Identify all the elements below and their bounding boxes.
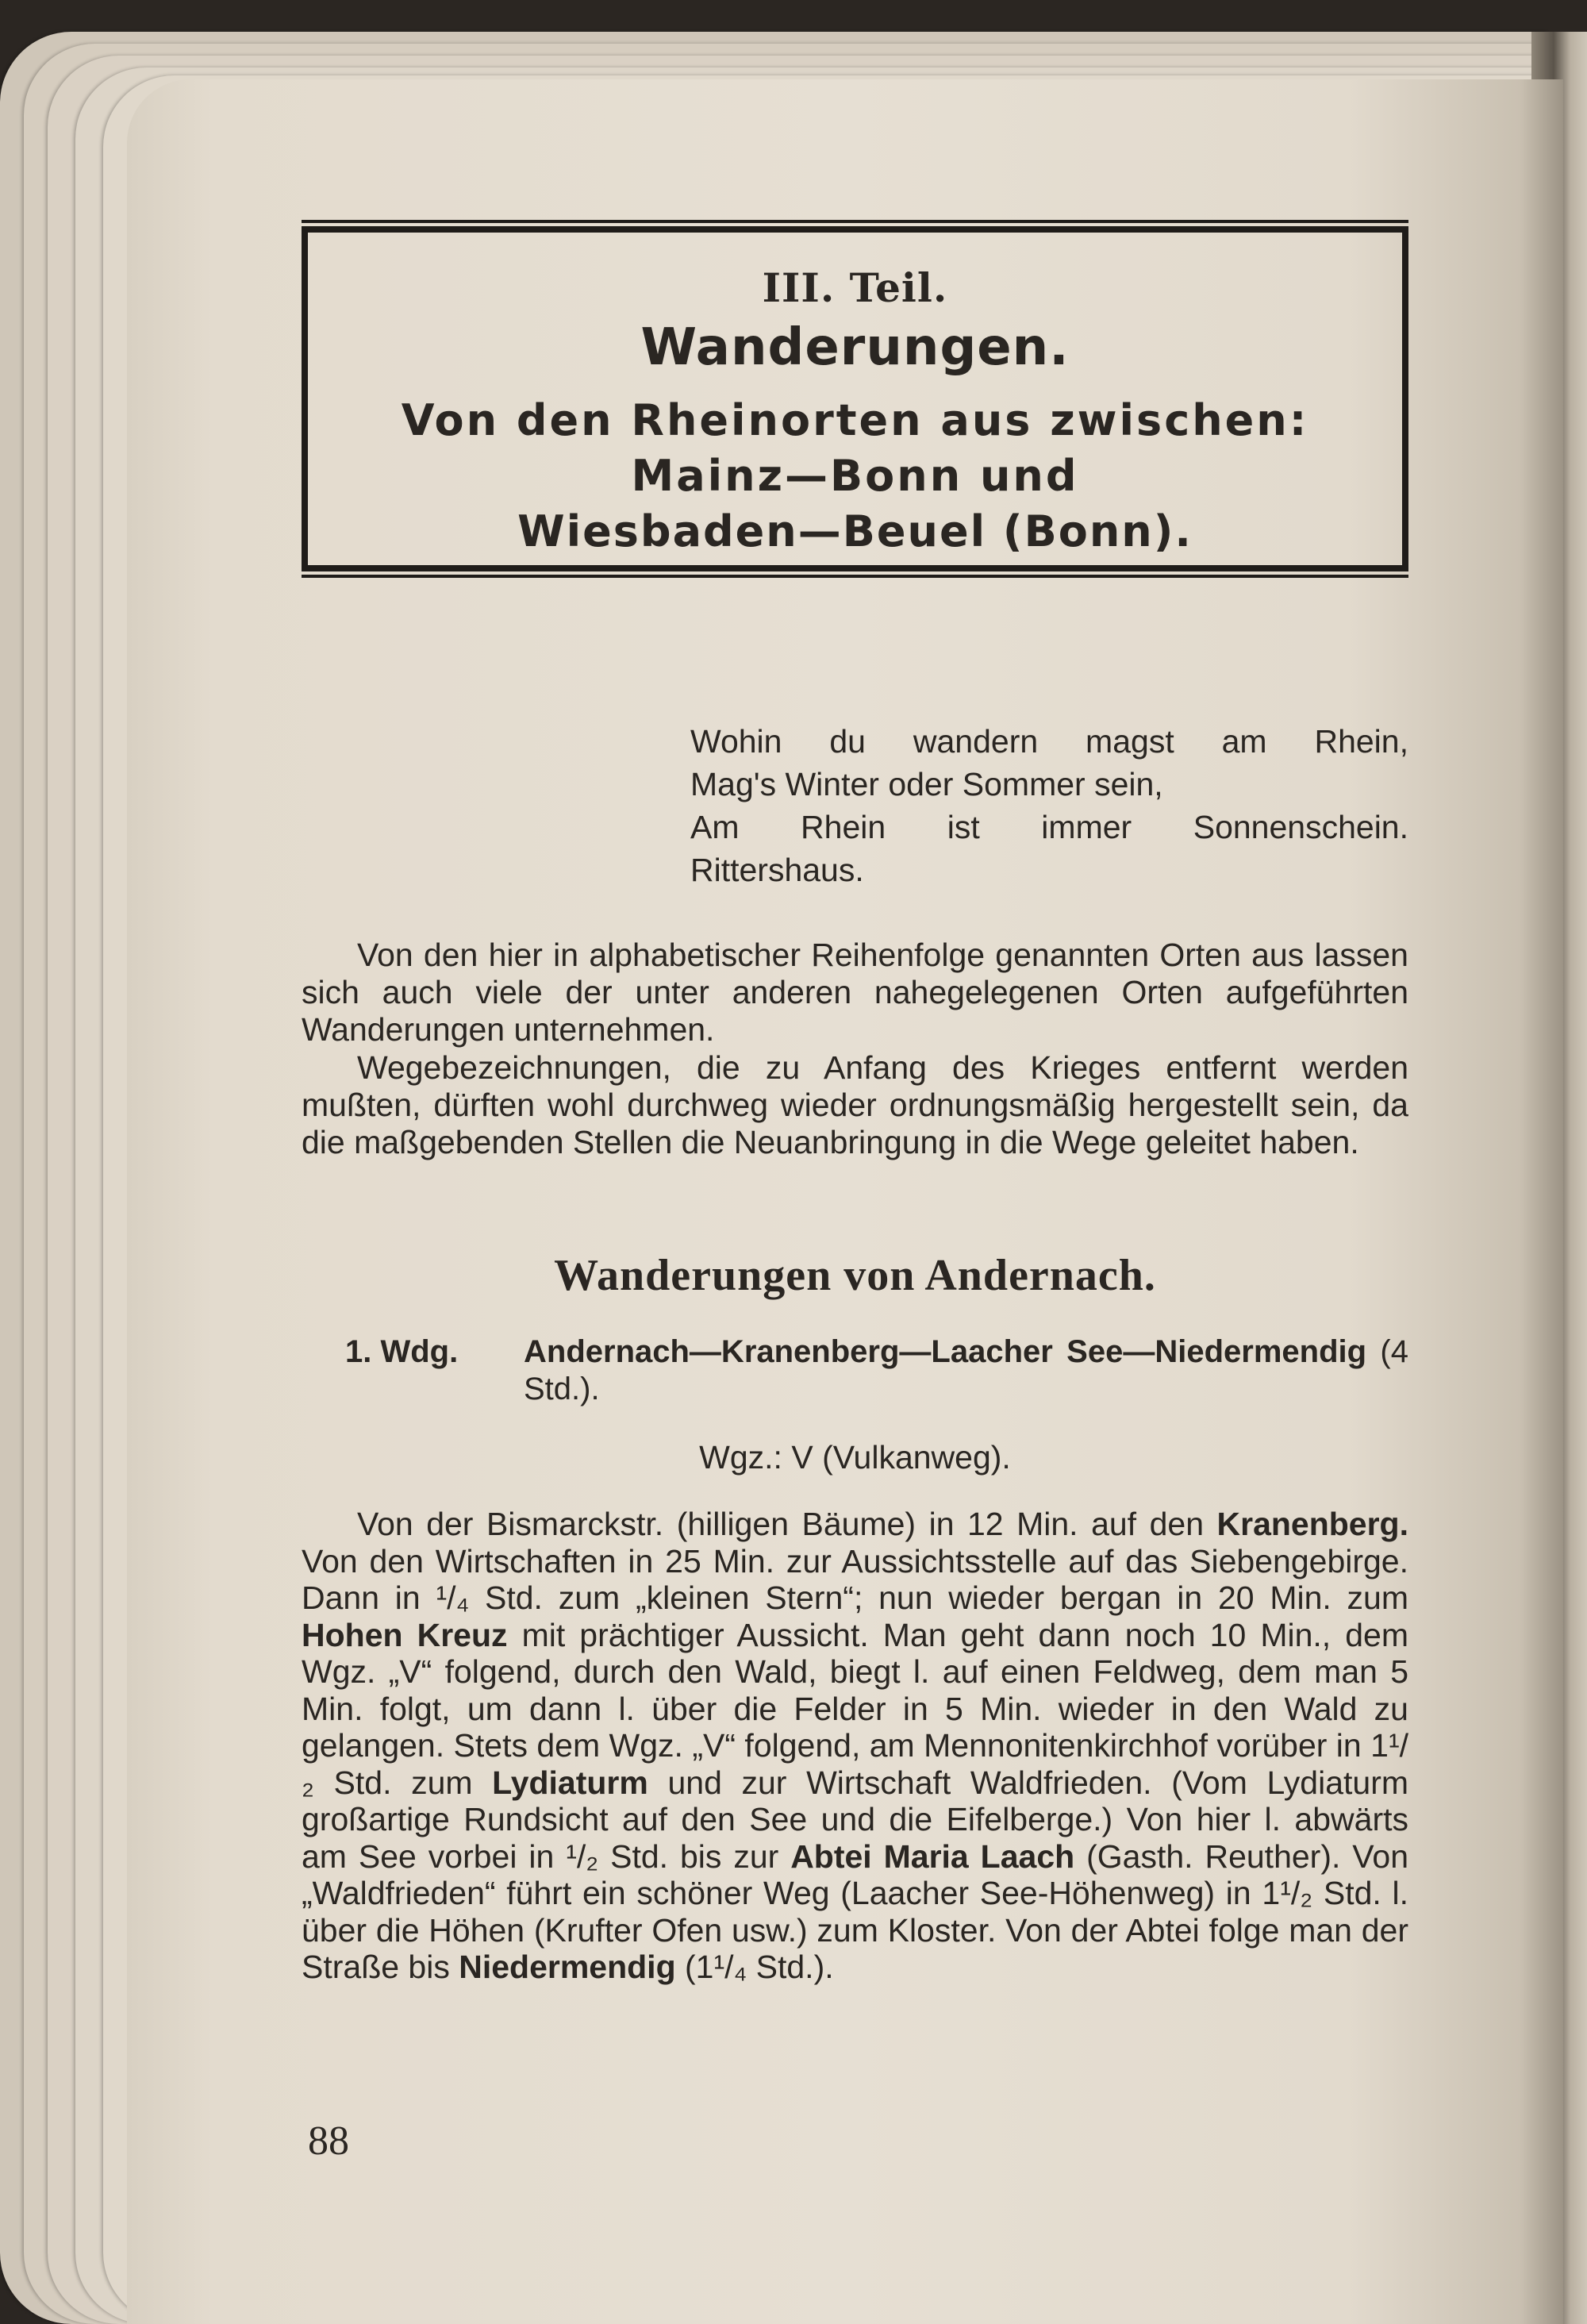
route-description [302, 1506, 1408, 1986]
subtitle-line-3: Wiesbaden—Beuel (Bonn). [517, 506, 1193, 556]
section-heading: Wanderungen von Andernach. [554, 1251, 1156, 1300]
page-number: 88 [308, 2118, 349, 2164]
text-run: (Gasth. Reuther). Von „Waldfrieden“ führt ein schöner Weg (Laacher See-Höhenweg) in 1¹/₂ Std. l. über die Höhen (Krufter Ofen usw.) zum Kloster. Von der Abtei folge man der Straße bis [302, 1837, 1408, 1985]
poem-line: Wohin du wandern magst am Rhein, [690, 723, 1408, 760]
intro-paragraph-2: Wegebezeichnungen, die zu Anfang des Krieges entfernt werden mußten, dürften wohl durchweg wieder ordnungsmäßig hergestellt sein, da die maßgebenden Stellen die Neuanbringung in die Wege geleitet haben. [302, 1049, 1408, 1160]
route-title [524, 1333, 1408, 1408]
text-run: Von den Wirtschaften in 25 Min. zur Aussichtsstelle auf das Siebengebirge. Dann in ¹/₄ Std. zum „kleinen Stern“; nun wieder bergan in 20 Min. zum [302, 1542, 1408, 1616]
poem-author: Rittershaus. [690, 852, 864, 888]
chapter-title: Wanderungen. [640, 318, 1070, 377]
route-duration: (4 Std.). [524, 1334, 1408, 1406]
epigraph-poem [690, 720, 1408, 891]
route-number: 1. Wdg. [345, 1334, 459, 1369]
poem-line: Mag's Winter oder Sommer sein, [690, 766, 1163, 802]
subtitle-line-1: Von den Rheinorten aus zwischen: [401, 395, 1309, 445]
title-box [302, 226, 1408, 571]
poem-line: Am Rhein ist immer Sonnenschein. [690, 809, 1408, 845]
part-label: III. Teil. [762, 264, 948, 311]
place-name: Lydiaturm [492, 1764, 648, 1801]
place-name: Hohen Kreuz [302, 1616, 508, 1653]
text-run: Von der Bismarckstr. (hilligen Bäume) in 12 Min. auf den [357, 1506, 1217, 1542]
route-title-text: Andernach—Kranenberg—Laacher See—Niedermendig [524, 1334, 1367, 1369]
text-run: (1¹/₄ Std.). [675, 1949, 834, 1985]
text-run: und zur Wirtschaft Waldfrieden. (Vom Lydiaturm großartige Rundsicht auf den See und die Eifelberge.) Von hier l. abwärts am See vorbei in ¹/₂ Std. bis zur [302, 1764, 1408, 1875]
text-run: mit prächtiger Aussicht. Man geht dann noch 10 Min., dem Wgz. „V“ folgend, durch den Wald, biegt l. auf einen Feldweg, dem man 5 Min. folgt, um dann l. über die Felder in 5 Min. wieder in den Wald zu gelangen. Stets dem Wgz. „V“ folgend, am Mennonitenkirchhof vorüber in 1¹/₂ Std. zum [302, 1616, 1408, 1801]
place-name: Abtei Maria Laach [790, 1837, 1075, 1875]
place-name: Kranenberg. [1216, 1506, 1408, 1542]
intro-paragraph-1: Von den hier in alphabetischer Reihenfolge genannten Orten aus lassen sich auch viele der unter anderen nahegelegenen Orten aufgeführten Wanderungen unternehmen. [302, 937, 1408, 1048]
trail-marker-note: Wgz.: V (Vulkanweg). [699, 1439, 1011, 1476]
place-name: Niedermendig [459, 1949, 676, 1985]
route-entry [345, 1333, 1408, 1408]
subtitle-line-2: Mainz—Bonn und [631, 451, 1079, 501]
